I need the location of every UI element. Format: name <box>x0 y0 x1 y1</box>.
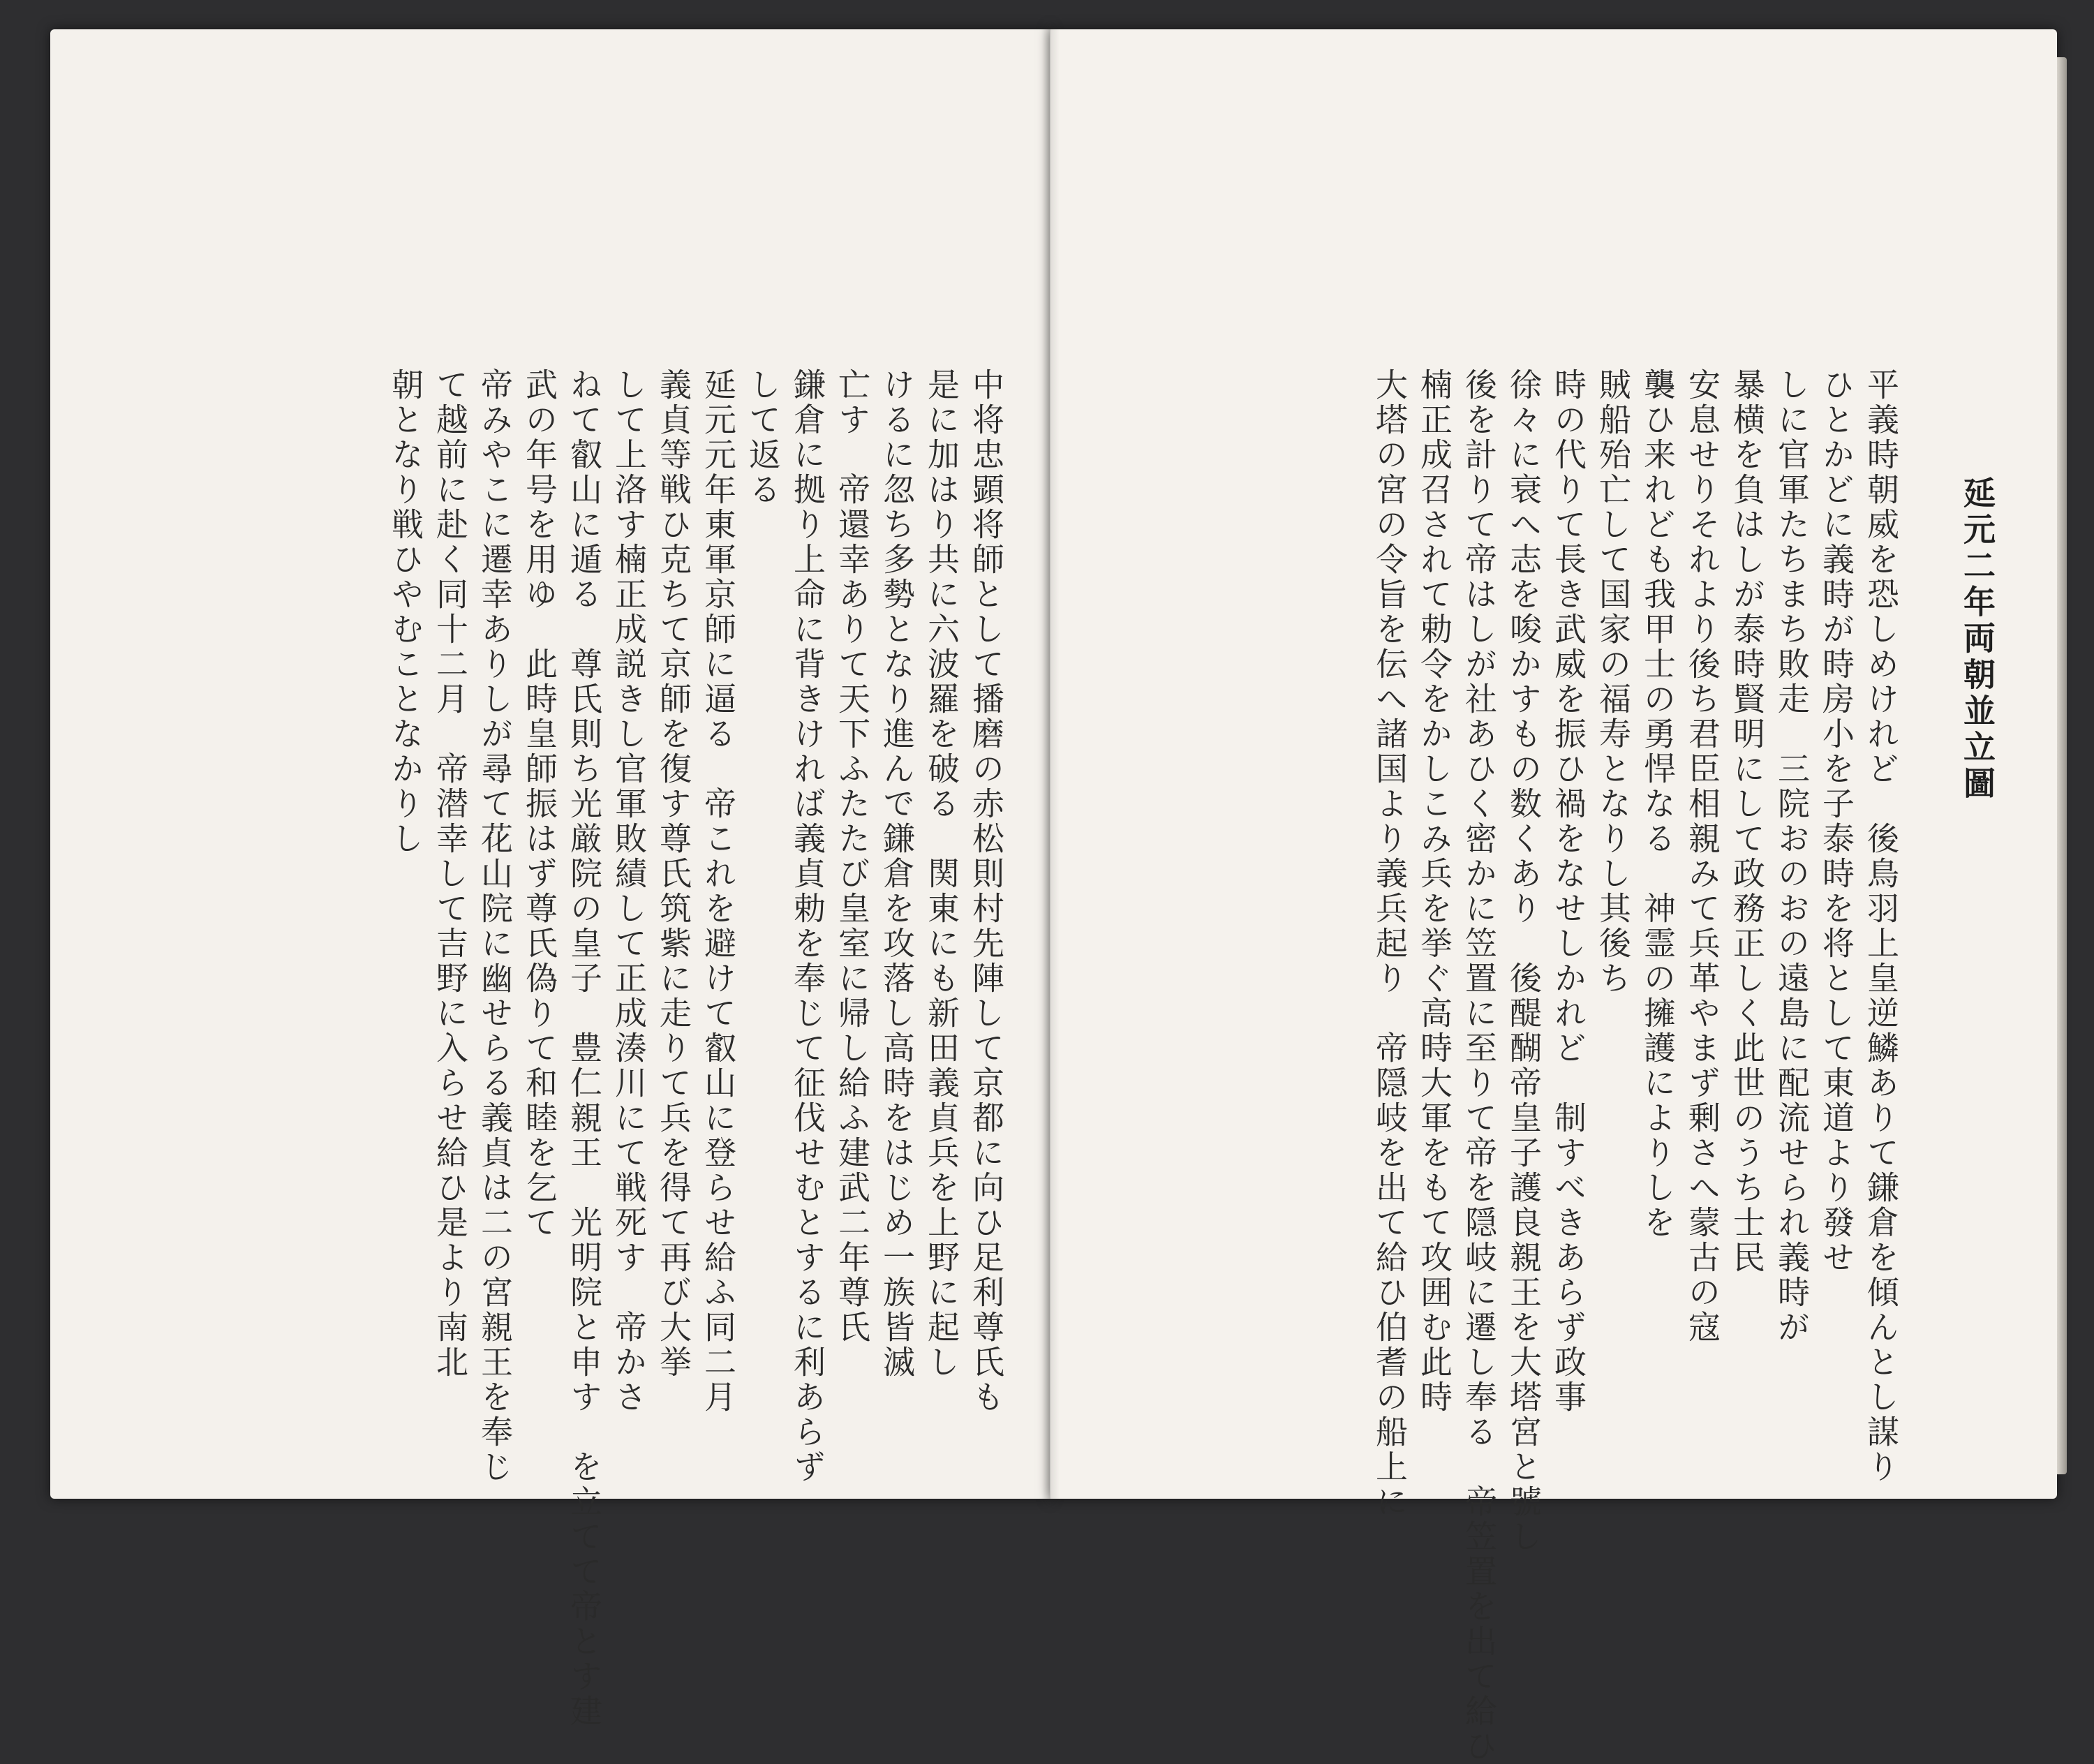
text-column: て越前に赴く同十二月 帝潜幸して吉野に入らせ給ひ是より南北 <box>431 368 469 1380</box>
text-column: 延元元年東軍京師に逼る 帝これを避けて叡山に登らせ給ふ同二月 <box>699 368 737 1415</box>
text-column: 朝となり戦ひやむことなかりし <box>387 368 424 857</box>
text-column: 暴横を負はしが泰時賢明にして政務正しく此世のうち士民 <box>1728 368 1766 1275</box>
book-gutter <box>1041 29 1060 1499</box>
text-column: して返る <box>744 368 782 507</box>
text-column: して上洛す楠正成説きし官軍敗績して正成湊川にて戦死す 帝かさ <box>610 368 648 1415</box>
right-page <box>1050 29 2057 1764</box>
text-column: けるに忽ち多勢となり進んで鎌倉を攻落し高時をはじめ一族皆滅 <box>878 368 916 1380</box>
text-column: しに官軍たちまち敗走 三院おのおの遠島に配流せられ義時が <box>1773 368 1811 1345</box>
page-title: 延元二年両朝並立圖 <box>1959 476 1996 803</box>
text-column: 亡す 帝還幸ありて天下ふたたび皇室に帰し給ふ建武二年尊氏 <box>833 368 871 1345</box>
page-edge <box>2057 57 2067 1474</box>
text-column: ねて叡山に遁る 尊氏則ち光厳院の皇子 豊仁親王 光明院と申す を立てて帝とす建 <box>565 368 603 1729</box>
text-column: 後を計りて帝はしが社あひく密かに笠置に至りて帝を隠岐に遷し奉る 帝笠置を出て給ひ <box>1460 368 1498 1764</box>
text-column: 武の年号を用ゆ 此時皇師振はず尊氏偽りて和睦を乞て <box>521 368 558 1240</box>
text-column: 帝みやこに遷幸ありしが尋て花山院に幽せらる義貞は二の宮親王を奉じ <box>476 368 514 1485</box>
text-column: 是に加はり共に六波羅を破る 関東にも新田義貞兵を上野に起し <box>923 368 960 1380</box>
text-column: 中将忠顕将師として播磨の赤松則村先陣して京都に向ひ足利尊氏も <box>967 368 1005 1415</box>
text-column: 大塔の宮の令旨を伝へ諸国より義兵起り 帝隠岐を出て給ひ伯耆の船上に <box>1371 368 1409 1520</box>
text-column: 鎌倉に拠り上命に背きければ義貞勅を奉じて征伐せむとするに利あらず <box>789 368 826 1485</box>
text-column: 義貞等戦ひ克ちて京師を復す尊氏筑紫に走りて兵を得て再び大挙 <box>655 368 692 1380</box>
text-column: 徐々に衰へ志を唆かすもの数くあり 後醍醐帝皇子護良親王を大塔宮と號し <box>1505 368 1543 1555</box>
text-column: 時の代りて長き武威を振ひ禍をなせしかれど 制すべきあらず政事 <box>1550 368 1587 1415</box>
text-column: 楠正成召されて勅令をかしこみ兵を挙ぐ高時大軍をもて攻囲む此時 <box>1416 368 1453 1415</box>
text-column: 平義時朝威を恐しめけれど 後鳥羽上皇逆鱗ありて鎌倉を傾んとし謀り <box>1862 368 1900 1485</box>
text-column: 襲ひ来れども我甲士の勇悍なる 神霊の擁護によりしを <box>1639 368 1677 1240</box>
open-book <box>50 29 2057 1764</box>
text-column: 賊船殆亡して国家の福寿となりし其後ち <box>1594 368 1632 996</box>
left-page <box>50 29 1050 1729</box>
text-column: 安息せりそれより後ち君臣相親みて兵革やまず剰さへ蒙古の寇 <box>1684 368 1721 1345</box>
text-column: ひとかどに義時が時房小を子泰時を将として東道より發せ <box>1818 368 1855 1275</box>
